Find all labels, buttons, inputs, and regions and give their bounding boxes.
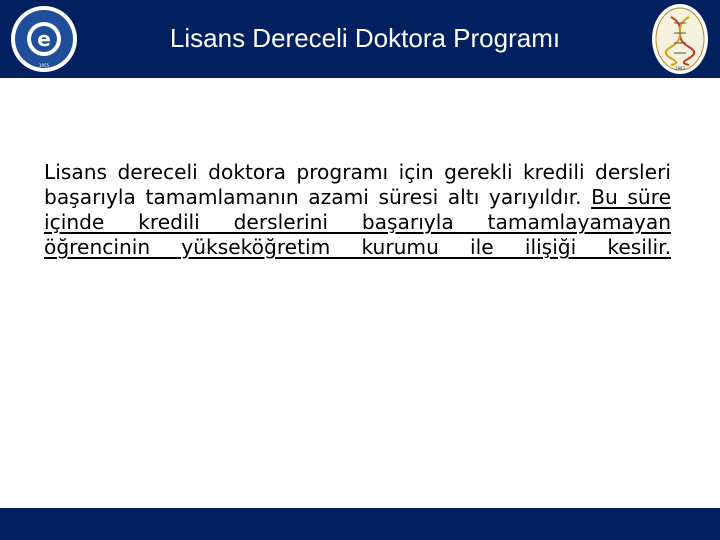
- header-bar: [0, 0, 720, 78]
- footer-bar: [0, 508, 720, 540]
- page-title: Lisans Dereceli Doktora Programı: [169, 23, 561, 53]
- svg-text:e: e: [37, 27, 51, 51]
- svg-text:1955: 1955: [38, 63, 50, 68]
- svg-text:1983: 1983: [674, 66, 686, 71]
- body-text-underlined: Bu süre içinde kredili derslerini başarıyla tamamlayamayan öğrencinin yükseköğretim kurumu ile ilişiği kesilir.: [44, 185, 671, 259]
- ege-universitesi-logo-icon: [6, 4, 82, 74]
- dna-seal-logo-icon: [651, 3, 709, 75]
- body-text-plain: Lisans dereceli doktora programı için gerekli kredili dersleri başarıyla tamamlamanın azami süresi altı yarıyıldır.: [44, 160, 671, 209]
- body-paragraph: [44, 160, 671, 260]
